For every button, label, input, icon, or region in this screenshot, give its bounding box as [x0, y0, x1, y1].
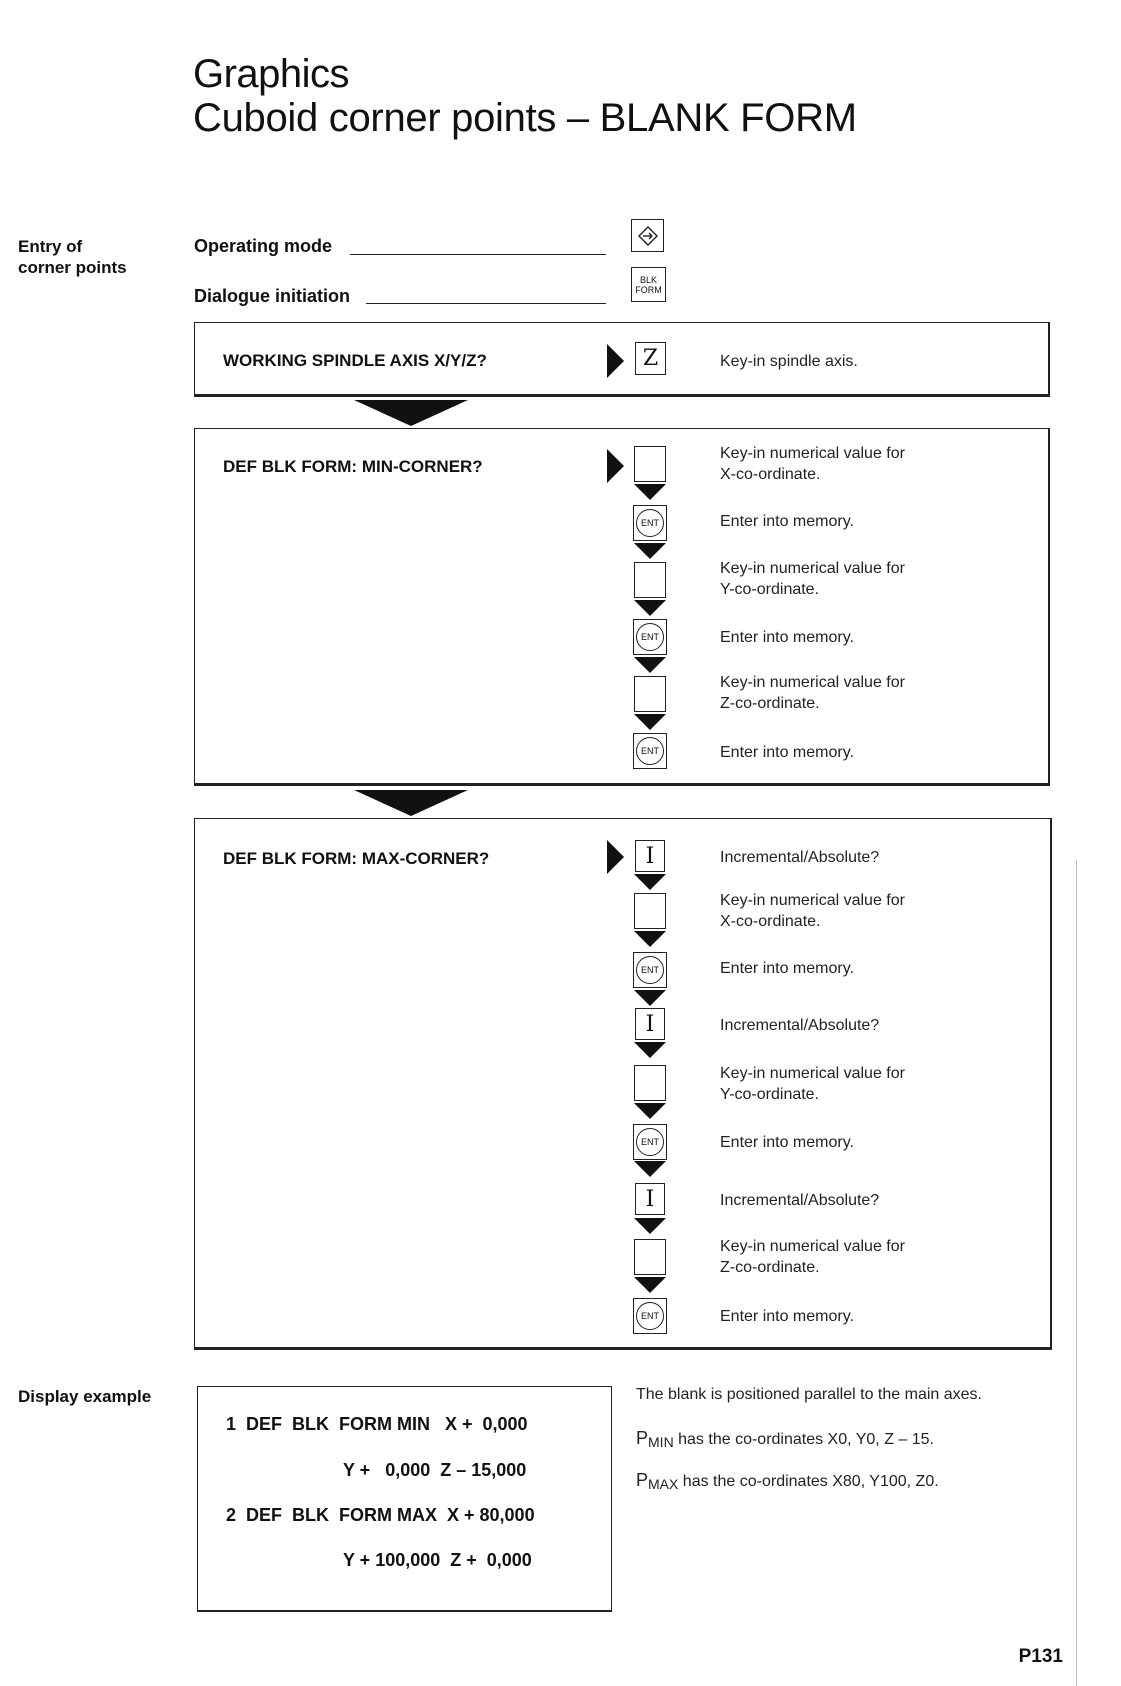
max-y-desc: Key-in numerical value for Y-co-ordinate. — [720, 1065, 905, 1103]
entry-corner-points-label: Entry of corner points — [18, 237, 127, 277]
display-line-1: 1 DEF BLK FORM MIN X + 0,000 — [226, 1414, 528, 1434]
down-arrow-icon — [634, 990, 666, 1006]
incremental-key[interactable]: I — [635, 840, 665, 872]
diamond-arrow-icon — [637, 225, 659, 247]
numeric-x-key[interactable] — [634, 446, 666, 482]
down-arrow-icon — [634, 657, 666, 673]
down-arrow-icon — [634, 714, 666, 730]
note-pmax — [636, 1470, 939, 1491]
min-enter-desc-2: Enter into memory. — [720, 629, 854, 646]
note-pmax-p: P — [636, 1470, 649, 1490]
flow-arrow-icon — [354, 790, 468, 816]
note-parallel: The blank is positioned parallel to the main axes. — [636, 1386, 982, 1403]
note-pmax-rest: has the co-ordinates X80, Y100, Z0. — [678, 1473, 939, 1490]
incremental-key[interactable]: I — [635, 1183, 665, 1215]
dialogue-initiation-leader — [366, 303, 606, 304]
note-pmin — [636, 1428, 934, 1449]
note-pmin-rest: has the co-ordinates X0, Y0, Z – 15. — [673, 1431, 934, 1448]
operating-mode-label: Operating mode — [194, 236, 333, 256]
margin-rule — [1076, 860, 1077, 1686]
ent-key[interactable]: ENT — [636, 1302, 664, 1330]
dialogue-initiation-label: Dialogue initiation — [194, 286, 350, 306]
numeric-x-key[interactable] — [634, 893, 666, 929]
max-z-desc: Key-in numerical value for Z-co-ordinate. — [720, 1238, 905, 1276]
note-pmin-p: P — [636, 1428, 649, 1448]
min-enter-desc-3: Enter into memory. — [720, 744, 854, 761]
down-arrow-icon — [634, 543, 666, 559]
down-arrow-icon — [634, 1161, 666, 1177]
max-corner-prompt: DEF BLK FORM: MAX-CORNER? — [223, 849, 490, 868]
spindle-axis-prompt: WORKING SPINDLE AXIS X/Y/Z? — [223, 351, 487, 370]
incremental-key[interactable]: I — [635, 1008, 665, 1040]
down-arrow-icon — [634, 484, 666, 500]
page-subtitle: Cuboid corner points – BLANK FORM — [193, 96, 857, 140]
max-enter-desc-2: Enter into memory. — [720, 1134, 854, 1151]
numeric-y-key[interactable] — [634, 562, 666, 598]
ent-key[interactable]: ENT — [636, 509, 664, 537]
down-arrow-icon — [634, 600, 666, 616]
display-line-2: Y + 0,000 Z – 15,000 — [343, 1460, 527, 1480]
max-enter-desc-1: Enter into memory. — [720, 960, 854, 977]
min-corner-prompt: DEF BLK FORM: MIN-CORNER? — [223, 457, 483, 476]
max-corner-dialog-box — [194, 818, 1052, 1350]
operating-mode-leader — [350, 254, 606, 255]
blk-form-key[interactable] — [631, 267, 666, 302]
numeric-z-key[interactable] — [634, 1239, 666, 1275]
pointer-arrow-icon — [607, 449, 624, 483]
max-inc-desc-1: Incremental/Absolute? — [720, 849, 880, 866]
max-x-desc: Key-in numerical value for X-co-ordinate. — [720, 892, 905, 930]
display-example-label: Display example — [18, 1387, 152, 1406]
min-enter-desc-1: Enter into memory. — [720, 513, 854, 530]
max-inc-desc-2: Incremental/Absolute? — [720, 1017, 880, 1034]
display-line-4: Y + 100,000 Z + 0,000 — [343, 1550, 532, 1570]
ent-key[interactable]: ENT — [636, 737, 664, 765]
ent-key[interactable]: ENT — [636, 1128, 664, 1156]
ent-key[interactable]: ENT — [636, 623, 664, 651]
down-arrow-icon — [634, 1218, 666, 1234]
down-arrow-icon — [634, 1103, 666, 1119]
down-arrow-icon — [634, 874, 666, 890]
max-inc-desc-3: Incremental/Absolute? — [720, 1192, 880, 1209]
page-number: P131 — [1018, 1646, 1063, 1667]
ent-key[interactable]: ENT — [636, 956, 664, 984]
display-line-3: 2 DEF BLK FORM MAX X + 80,000 — [226, 1505, 535, 1525]
z-axis-key[interactable]: Z — [635, 342, 666, 375]
blk-form-key-label: BLK FORM — [635, 274, 662, 295]
min-x-desc: Key-in numerical value for X-co-ordinate. — [720, 445, 905, 483]
down-arrow-icon — [634, 1042, 666, 1058]
min-z-desc: Key-in numerical value for Z-co-ordinate. — [720, 674, 905, 712]
page-title: Graphics — [193, 52, 350, 96]
numeric-z-key[interactable] — [634, 676, 666, 712]
program-mode-key-icon[interactable] — [631, 219, 664, 252]
max-enter-desc-3: Enter into memory. — [720, 1308, 854, 1325]
down-arrow-icon — [634, 1277, 666, 1293]
flow-arrow-icon — [354, 400, 468, 426]
note-pmin-sub: MIN — [648, 1434, 674, 1450]
min-y-desc: Key-in numerical value for Y-co-ordinate. — [720, 560, 905, 598]
spindle-axis-desc: Key-in spindle axis. — [720, 353, 858, 370]
note-pmax-sub: MAX — [648, 1476, 679, 1492]
numeric-y-key[interactable] — [634, 1065, 666, 1101]
down-arrow-icon — [634, 931, 666, 947]
pointer-arrow-icon — [607, 840, 624, 874]
pointer-arrow-icon — [607, 344, 624, 378]
